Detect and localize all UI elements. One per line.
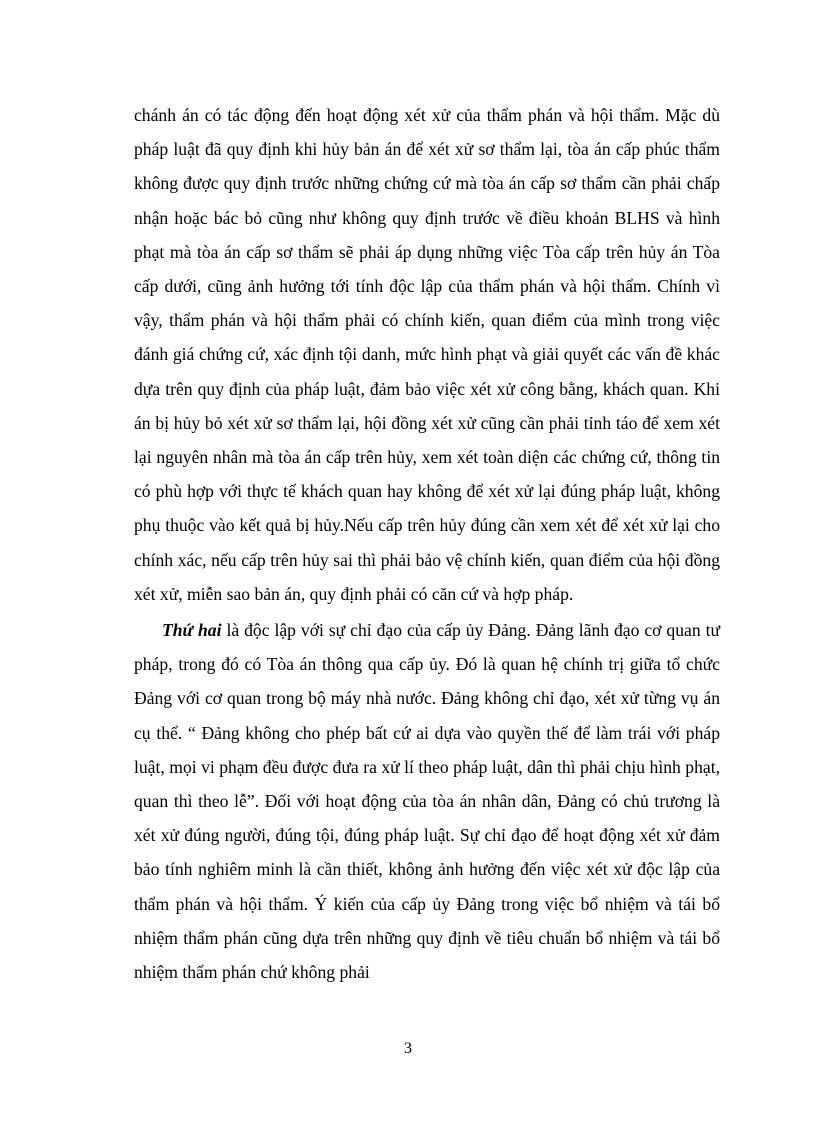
paragraph xyxy=(134,613,720,989)
paragraph-body: là độc lập với sự chỉ đạo của cấp ủy Đảng. Đảng lãnh đạo cơ quan tư pháp, trong đó có Tòa án thông qua cấp ủy. Đó là quan hệ chính trị giữa tổ chức Đảng với cơ quan trong bộ máy nhà nước. Đảng không chỉ đạo, xét xử từng vụ án cụ thể. “ Đảng không cho phép bất cứ ai dựa vào quyền thế để làm trái với pháp luật, mọi vi phạm đều được đưa ra xử lí theo pháp luật, dân thì phải chịu hình phạt, quan thì theo lễ”. Đối với hoạt động của tòa án nhân dân, Đảng có chủ trương là xét xử đúng người, đúng tội, đúng pháp luật. Sự chỉ đạo để hoạt động xét xử đảm bảo tính nghiêm minh là cần thiết, không ảnh hưởng đến việc xét xử độc lập của thẩm phán và hội thẩm. Ý kiến của cấp ủy Đảng trong việc bổ nhiệm và tái bổ nhiệm thẩm phán cũng dựa trên những quy định về tiêu chuẩn bổ nhiệm và tái bổ nhiệm thẩm phán chứ không phải xyxy=(134,620,720,983)
body-text xyxy=(134,98,720,989)
paragraph-lead: Thứ hai xyxy=(162,620,222,641)
page-number: 3 xyxy=(404,1040,412,1057)
paragraph: chánh án có tác động đến hoạt động xét xử của thẩm phán và hội thẩm. Mặc dù pháp luật đã quy định khi hủy bản án để xét xử sơ thẩm lại, tòa án cấp phúc thẩm không được quy định trước những chứng cứ mà tòa án cấp sơ thẩm cần phải chấp nhận hoặc bác bỏ cũng như không quy định trước về điều khoản BLHS và hình phạt mà tòa án cấp sơ thẩm sẽ phải áp dụng những việc Tòa cấp trên hủy án Tòa cấp dưới, cũng ảnh hưởng tới tính độc lập của thẩm phán và hội thẩm. Chính vì vậy, thẩm phán và hội thẩm phải có chính kiến, quan điểm của mình trong việc đánh giá chứng cứ, xác định tội danh, mức hình phạt và giải quyết các vấn đề khác dựa trên quy định của pháp luật, đảm bảo việc xét xử công bằng, khách quan. Khi án bị hủy bỏ xét xử sơ thẩm lại, hội đồng xét xử cũng cần phải tỉnh táo để xem xét lại nguyên nhân mà tòa án cấp trên hủy, xem xét toàn diện các chứng cứ, thông tin có phù hợp với thực tế khách quan hay không để xét xử lại đúng pháp luật, không phụ thuộc vào kết quả bị hủy.Nếu cấp trên hủy đúng cần xem xét để xét xử lại cho chính xác, nếu cấp trên hủy sai thì phải bảo vệ chính kiến, quan điểm của hội đồng xét xử, miễn sao bản án, quy định phải có căn cứ và hợp pháp. xyxy=(134,105,720,604)
